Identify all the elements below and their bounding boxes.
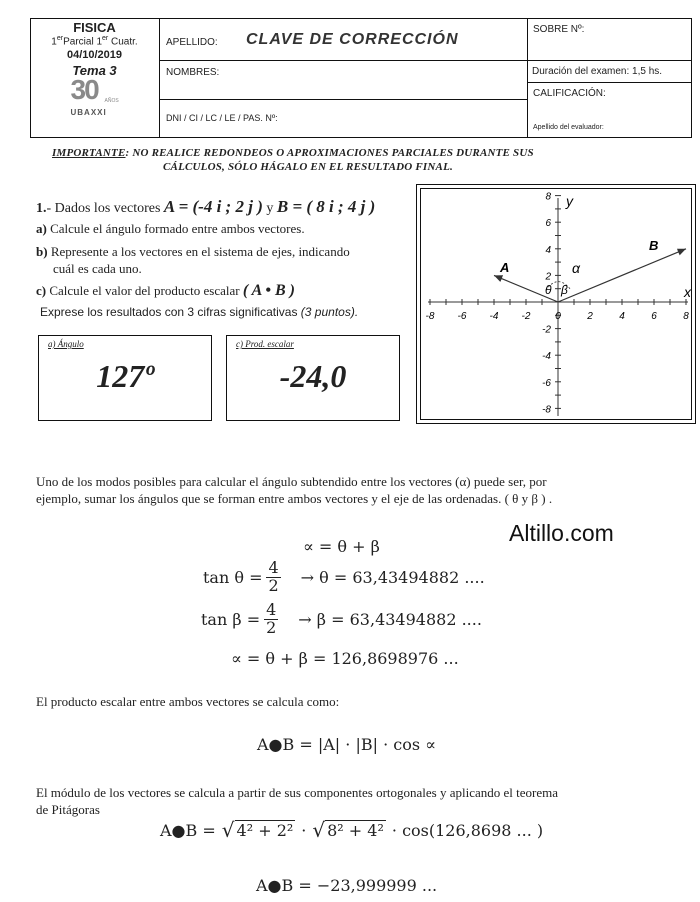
solution-paragraph-3: El módulo de los vectores se calcula a partir de sus componentes ortogonales y aplicando el teorema de Pitágoras	[36, 785, 558, 817]
ubaxxi-logo	[30, 74, 159, 123]
equation-tan-theta: tan θ = $\frac{4}{2}$ → θ = 63,43494882 ....	[203, 558, 485, 595]
y-tick-label: -8	[542, 404, 551, 416]
answer-angle-label: a) Ángulo	[48, 339, 84, 349]
equation-dot-product: A●B = |A| · |B| · cos ∝	[257, 735, 436, 754]
x-tick-label: 0	[555, 311, 561, 322]
x-tick-label: -2	[521, 311, 531, 322]
logo-name: UBAXXI	[70, 108, 107, 117]
vector-a-label: A	[500, 260, 510, 275]
logo-years: AÑOS	[104, 98, 119, 104]
importante-note: IMPORTANTE: NO REALICE REDONDEOS O APROXIMACIONES PARCIALES DURANTE SUS	[52, 147, 534, 159]
duracion-label: Duración del examen: 1,5 hs.	[532, 66, 663, 77]
x-tick-label: 6	[651, 311, 657, 322]
x-tick-label: 8	[683, 311, 689, 322]
y-tick-label: -6	[542, 377, 551, 389]
beta-symbol: β	[561, 283, 568, 297]
calificacion-label: CALIFICACIÓN:	[533, 88, 606, 99]
item-b: b) Represente a los vectores en el sistema de ejes, indicando cuál es cada uno.	[36, 244, 350, 276]
equation-final: A●B = −23,999999 ...	[256, 876, 438, 895]
importante-note-line2: CÁLCULOS, SÓLO HÁGALO EN EL RESULTADO FINAL.	[163, 161, 453, 173]
solution-paragraph-1: Uno de los modos posibles para calcular el ángulo subtendido entre los vectores (α) puede ser, por ejemplo, sumar los ángulos que se forman entre ambos vectores y el eje de las ordenadas. ( θ y β ) .	[36, 474, 553, 506]
answer-angle-value: 127º	[96, 358, 154, 394]
alpha-symbol: α	[572, 260, 580, 276]
watermark: Altillo.com	[509, 520, 614, 546]
significant-figures-note: Exprese los resultados con 3 cifras significativas (3 puntos).	[40, 305, 359, 319]
problem-statement: 1.- Dados los vectores A = (-4 i ; 2 j ) y B = ( 8 i ; 4 j )	[36, 197, 376, 216]
dni-label: DNI / CI / LC / LE / PAS. Nº:	[166, 113, 278, 123]
equation-tan-beta: tan β = $\frac{4}{2}$ → β = 63,43494882 ....	[201, 600, 482, 637]
theta-symbol: θ	[545, 283, 552, 297]
x-tick-label: -4	[489, 311, 499, 322]
vector-graph	[416, 184, 696, 424]
importante-label: IMPORTANTE	[52, 147, 126, 159]
y-axis-label: y	[566, 193, 573, 209]
nombres-label: NOMBRES:	[166, 67, 220, 78]
solution-paragraph-2: El producto escalar entre ambos vectores se calcula como:	[36, 694, 340, 709]
sqrt-b: √ 8² + 4²	[312, 818, 384, 842]
vector-b-def: B = ( 8 i ; 4 j )	[276, 197, 376, 216]
x-tick-label: 2	[587, 311, 593, 322]
answer-box-product	[226, 335, 400, 421]
y-tick-label: 4	[545, 244, 551, 256]
item-a: a) Calcule el ángulo formado entre ambos vectores.	[36, 221, 305, 236]
x-tick-label: -8	[425, 311, 435, 322]
tema: Tema 3	[72, 63, 117, 78]
answer-product-value: -24,0	[279, 358, 347, 394]
vector-a-def: A = (-4 i ; 2 j )	[163, 197, 263, 216]
y-tick-label: -4	[542, 351, 551, 363]
x-tick-label: -6	[457, 311, 467, 322]
item-c: c) Calcule el valor del producto escalar ( A • B )	[36, 282, 295, 299]
sqrt-a: √ 4² + 2²	[221, 818, 294, 842]
y-tick-label: 8	[545, 191, 551, 203]
equation-alpha-sum: ∝ = θ + β	[303, 537, 380, 556]
answer-product-label: c) Prod. escalar	[236, 339, 294, 349]
evaluador-label: Apellido del evaluador:	[533, 124, 604, 131]
x-tick-label: 4	[619, 311, 625, 322]
subject: FISICA	[73, 20, 116, 35]
equation-alpha-result: ∝ = θ + β = 126,8698976 ...	[231, 649, 459, 668]
y-tick-label: 6	[545, 218, 551, 230]
sobre-label: SOBRE Nº:	[533, 24, 585, 35]
y-tick-label: -2	[542, 324, 551, 336]
answer-box-angle	[38, 335, 212, 421]
exam-type: 1erParcial 1er Cuatr.	[51, 35, 138, 48]
apellido-label: APELLIDO:	[166, 37, 218, 48]
x-axis-label: x	[684, 284, 691, 300]
logo-number: 30	[70, 74, 98, 105]
y-tick-label: 2	[545, 271, 551, 283]
exam-date: 04/10/2019	[66, 49, 123, 61]
apellido-value: CLAVE DE CORRECCIÓN	[246, 31, 459, 48]
vector-b-label: B	[649, 238, 659, 253]
equation-modulus: A●B = √ 4² + 2² · √ 8² + 4² · cos(126,8698 ... )	[160, 818, 544, 842]
